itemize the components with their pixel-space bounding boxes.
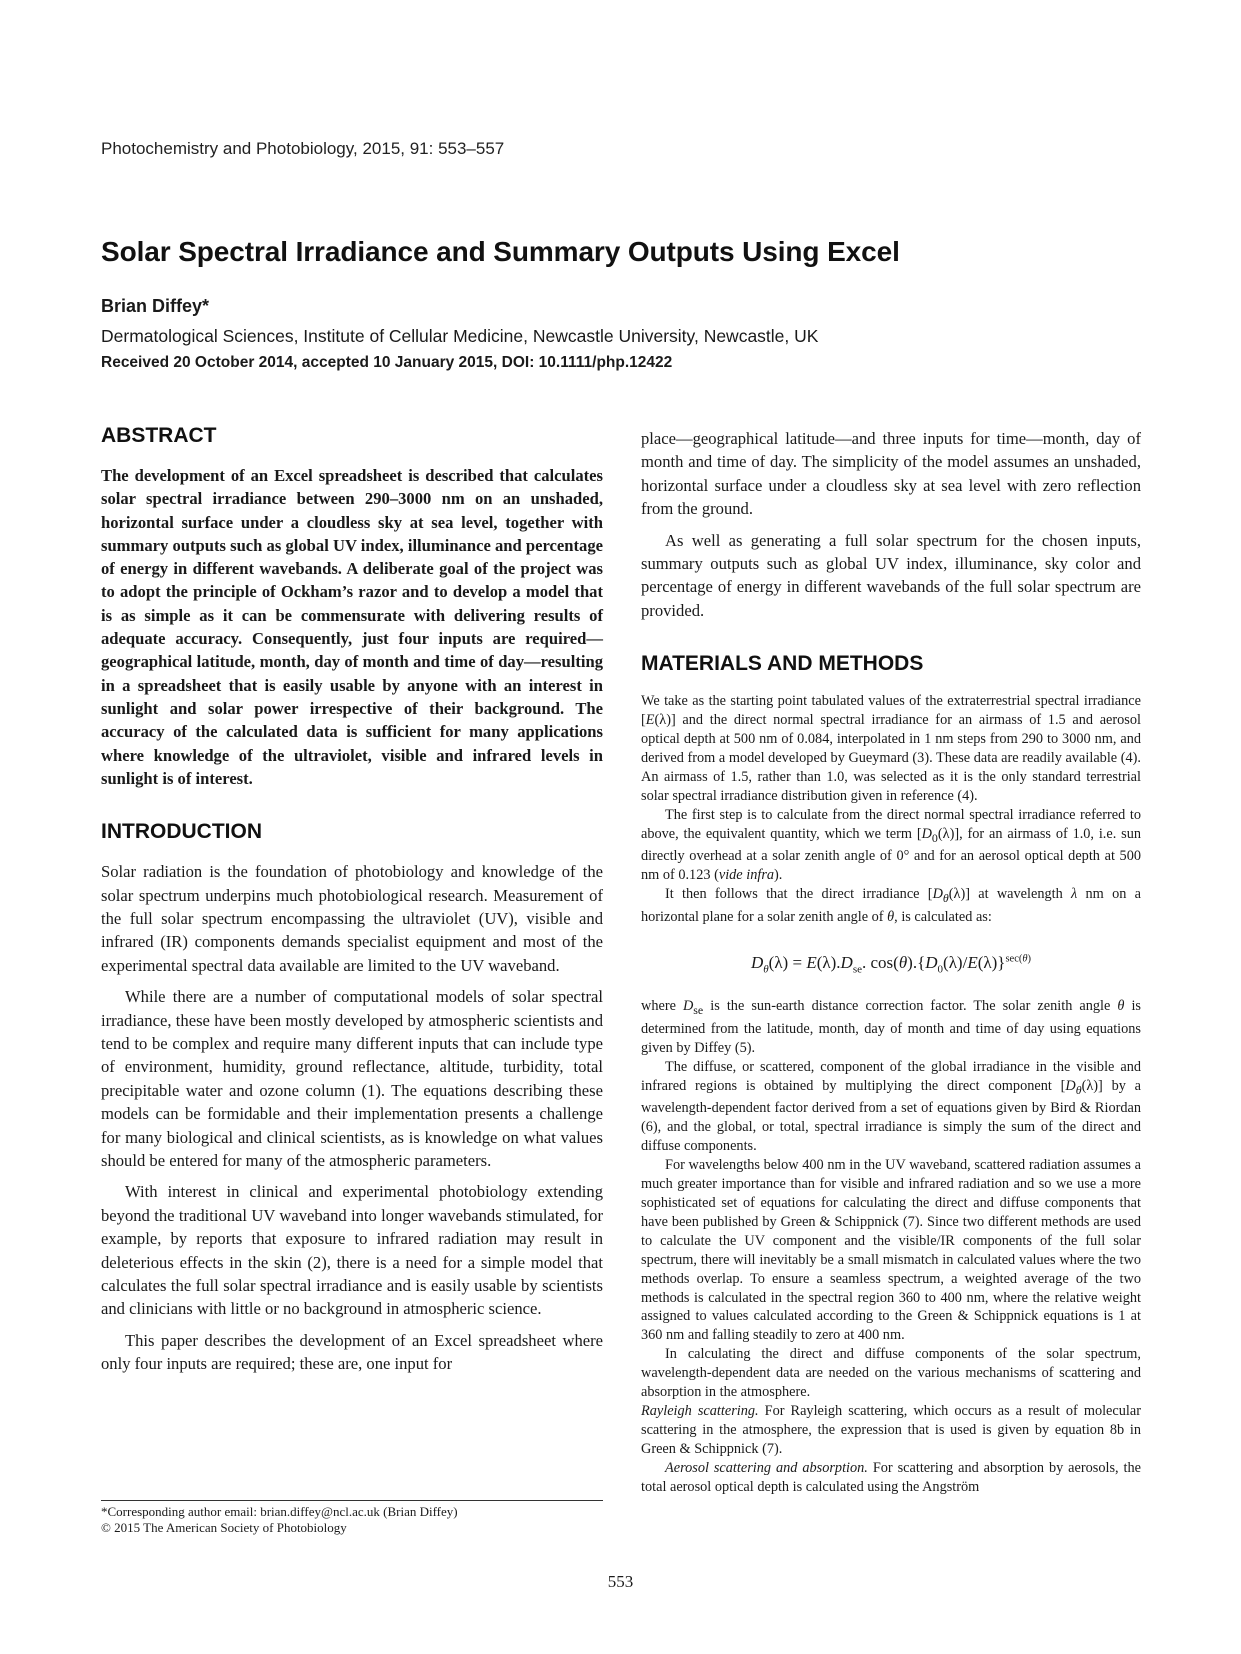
methods-paragraph: The diffuse, or scattered, component of the global irradiance in the visible and infrared regions is obtained by multiplying the direct component $[D_\theta(\lambda)]$ by a wavelength-dependent factor derived from a set of equations given by Bird & Riordan (6), and the global, or total, spectral irradiance is simply the sum of the direct and diffuse components. <box>641 1058 1141 1155</box>
author-affiliation: Dermatological Sciences, Institute of Cellular Medicine, Newcastle University, Newcastle, UK <box>101 326 819 346</box>
methods-paragraph: where $D_{se}$ is the sun-earth distance correction factor. The solar zenith angle θ is determined from the latitude, month, day of month and time of day using equations given by Diffey (5). <box>641 998 1141 1056</box>
left-column <box>101 424 603 1376</box>
outputs-paragraph: As well as generating a full solar spectrum for the chosen inputs, summary outputs such as global UV index, illuminance, sky color and percentage of energy in different wavebands of the full solar spectrum are provided. <box>641 530 1141 620</box>
author-name: Brian Diffey* <box>101 296 210 316</box>
abstract-heading: ABSTRACT <box>101 424 217 447</box>
continued-paragraph: place—geographical latitude—and three inputs for time—month, day of month and time of day. The simplicity of the model assumes an unshaded, horizontal surface under a cloudless sky at sea level with zero reflection from the ground. <box>641 429 1141 519</box>
intro-paragraph: With interest in clinical and experimental photobiology extending beyond the traditional UV waveband into longer wavebands stimulated, for example, by reports that exposure to infrared radiation may result in deleterious effects in the skin (2), there is a need for a simple model that calculates the full solar spectral irradiance and is easily usable by scientists and clinicians with little or no background in atmospheric science. <box>101 1182 603 1319</box>
methods-paragraph: We take as the starting point tabulated values of the extraterrestrial spectral irradiance [E(λ)] and the direct normal spectral irradiance for an airmass of 1.5 and aerosol optical depth at 500 nm of 0.084, interpolated in 1 nm steps from 290 to 3000 nm, and derived from a model developed by Gueymard (3). These data are readily available (4). An airmass of 1.5, rather than 1.0, was selected as it is the only standard terrestrial solar spectral irradiance distribution given in reference (4). <box>641 693 1141 804</box>
journal-citation: Photochemistry and Photobiology, 2015, 91: 553–557 <box>101 139 505 158</box>
page-number: 553 <box>607 1572 634 1591</box>
methods-heading: MATERIALS AND METHODS <box>641 652 924 676</box>
methods-paragraph: For wavelengths below 400 nm in the UV waveband, scattered radiation assumes a much greater importance than for visible and infrared radiation and so we use a more sophisticated set of equations for calculating the direct and diffuse components that have been published by Green & Schippnick (7). Since two different methods are used to calculate the UV component and the visible/IR components of the full solar spectrum, there will inevitably be a small mismatch in calculated values where the two methods overlap. To ensure a seamless spectrum, a weighted average of the two methods is calculated in the spectral region 360 to 400 nm, where the relative weight assigned to values calculated according to the Green & Schippnick equations is 1 at 360 nm and falling steadily to zero at 400 nm. <box>641 1157 1141 1344</box>
corresponding-author-note: *Corresponding author email: brian.diffey@ncl.ac.uk (Brian Diffey) <box>101 1504 458 1519</box>
received-doi-line: Received 20 October 2014, accepted 10 January 2015, DOI: 10.1111/php.12422 <box>101 354 673 371</box>
abstract-text: The development of an Excel spreadsheet is described that calculates solar spectral irradiance between 290–3000 nm on an unshaded, horizontal surface under a cloudless sky at sea level, together with summary outputs such as global UV index, illuminance and percentage of energy in different wavebands. A deliberate goal of the project was to adopt the principle of Ockham’s razor and to develop a model that is as simple as it can be commensurate with delivering results of adequate accuracy. Consequently, just four inputs are required—geographical latitude, month, day of month and time of day—resulting in a spreadsheet that is easily usable by anyone with an interest in sunlight and solar power irrespective of their background. The accuracy of the calculated data is sufficient for many applications where knowledge of the ultraviolet, visible and infrared levels in sunlight is of interest. <box>101 466 603 788</box>
intro-paragraph: Solar radiation is the foundation of photobiology and knowledge of the solar spectrum underpins much photobiological research. Measurement of the full solar spectrum encompassing the ultraviolet (UV), visible and infrared (IR) components demands specialist equipment and most of the experimental spectral data available are limited to the UV waveband. <box>101 862 603 975</box>
introduction-heading: INTRODUCTION <box>101 820 262 844</box>
irradiance-equation: $D_\theta(\lambda) = E(\lambda).D_{se}$. $\cos(\theta).\{D_0(\lambda)/E(\lambda)\}^{sec(\theta)}$ <box>750 952 1032 976</box>
methods-paragraph: Rayleigh scattering. For Rayleigh scattering, which occurs as a result of molecular scattering in the atmosphere, the expression that is used is given by equation 8b in Green & Schippnick (7). <box>641 1402 1141 1457</box>
methods-paragraph: The first step is to calculate from the direct normal spectral irradiance referred to above, the equivalent quantity, which we term $[D_0(\lambda)]$, for an airmass of 1.0, i.e. sun directly overhead at a solar zenith angle of 0° and for an aerosol optical depth at 500 nm of 0.123 (vide infra). <box>641 806 1141 884</box>
article-title: Solar Spectral Irradiance and Summary Outputs Using Excel <box>101 236 900 267</box>
intro-paragraph: This paper describes the development of an Excel spreadsheet where only four inputs are required; these are, one input for <box>101 1330 603 1374</box>
copyright-note: © 2015 The American Society of Photobiology <box>101 1520 347 1535</box>
footnote <box>101 1504 603 1536</box>
methods-paragraph: In calculating the direct and diffuse components of the solar spectrum, wavelength-dependent data are needed on the various mechanisms of scattering and absorption in the atmosphere. <box>641 1346 1141 1401</box>
introduction-body <box>101 860 603 1376</box>
methods-body <box>641 692 1141 1496</box>
footnote-rule <box>101 1500 603 1501</box>
methods-paragraph: It then follows that the direct irradiance $[D_\theta(\lambda)]$ at wavelength λ nm on a horizontal plane for a solar zenith angle of θ, is calculated as: <box>641 886 1142 925</box>
right-column <box>641 427 1141 1497</box>
methods-paragraph: Aerosol scattering and absorption. For scattering and absorption by aerosols, the total aerosol optical depth is calculated using the Angström <box>641 1459 1141 1495</box>
intro-paragraph: While there are a number of computational models of solar spectral irradiance, these have been mostly developed by atmospheric scientists and tend to be complex and require many different inputs that can include type of environment, humidity, ground reflectance, altitude, turbidity, total precipitable water and ozone column (1). The equations describing these models can be formidable and their implementation presents a challenge for many biological and clinical scientists, as is knowledge on what values should be entered for many of the atmospheric parameters. <box>101 987 603 1171</box>
